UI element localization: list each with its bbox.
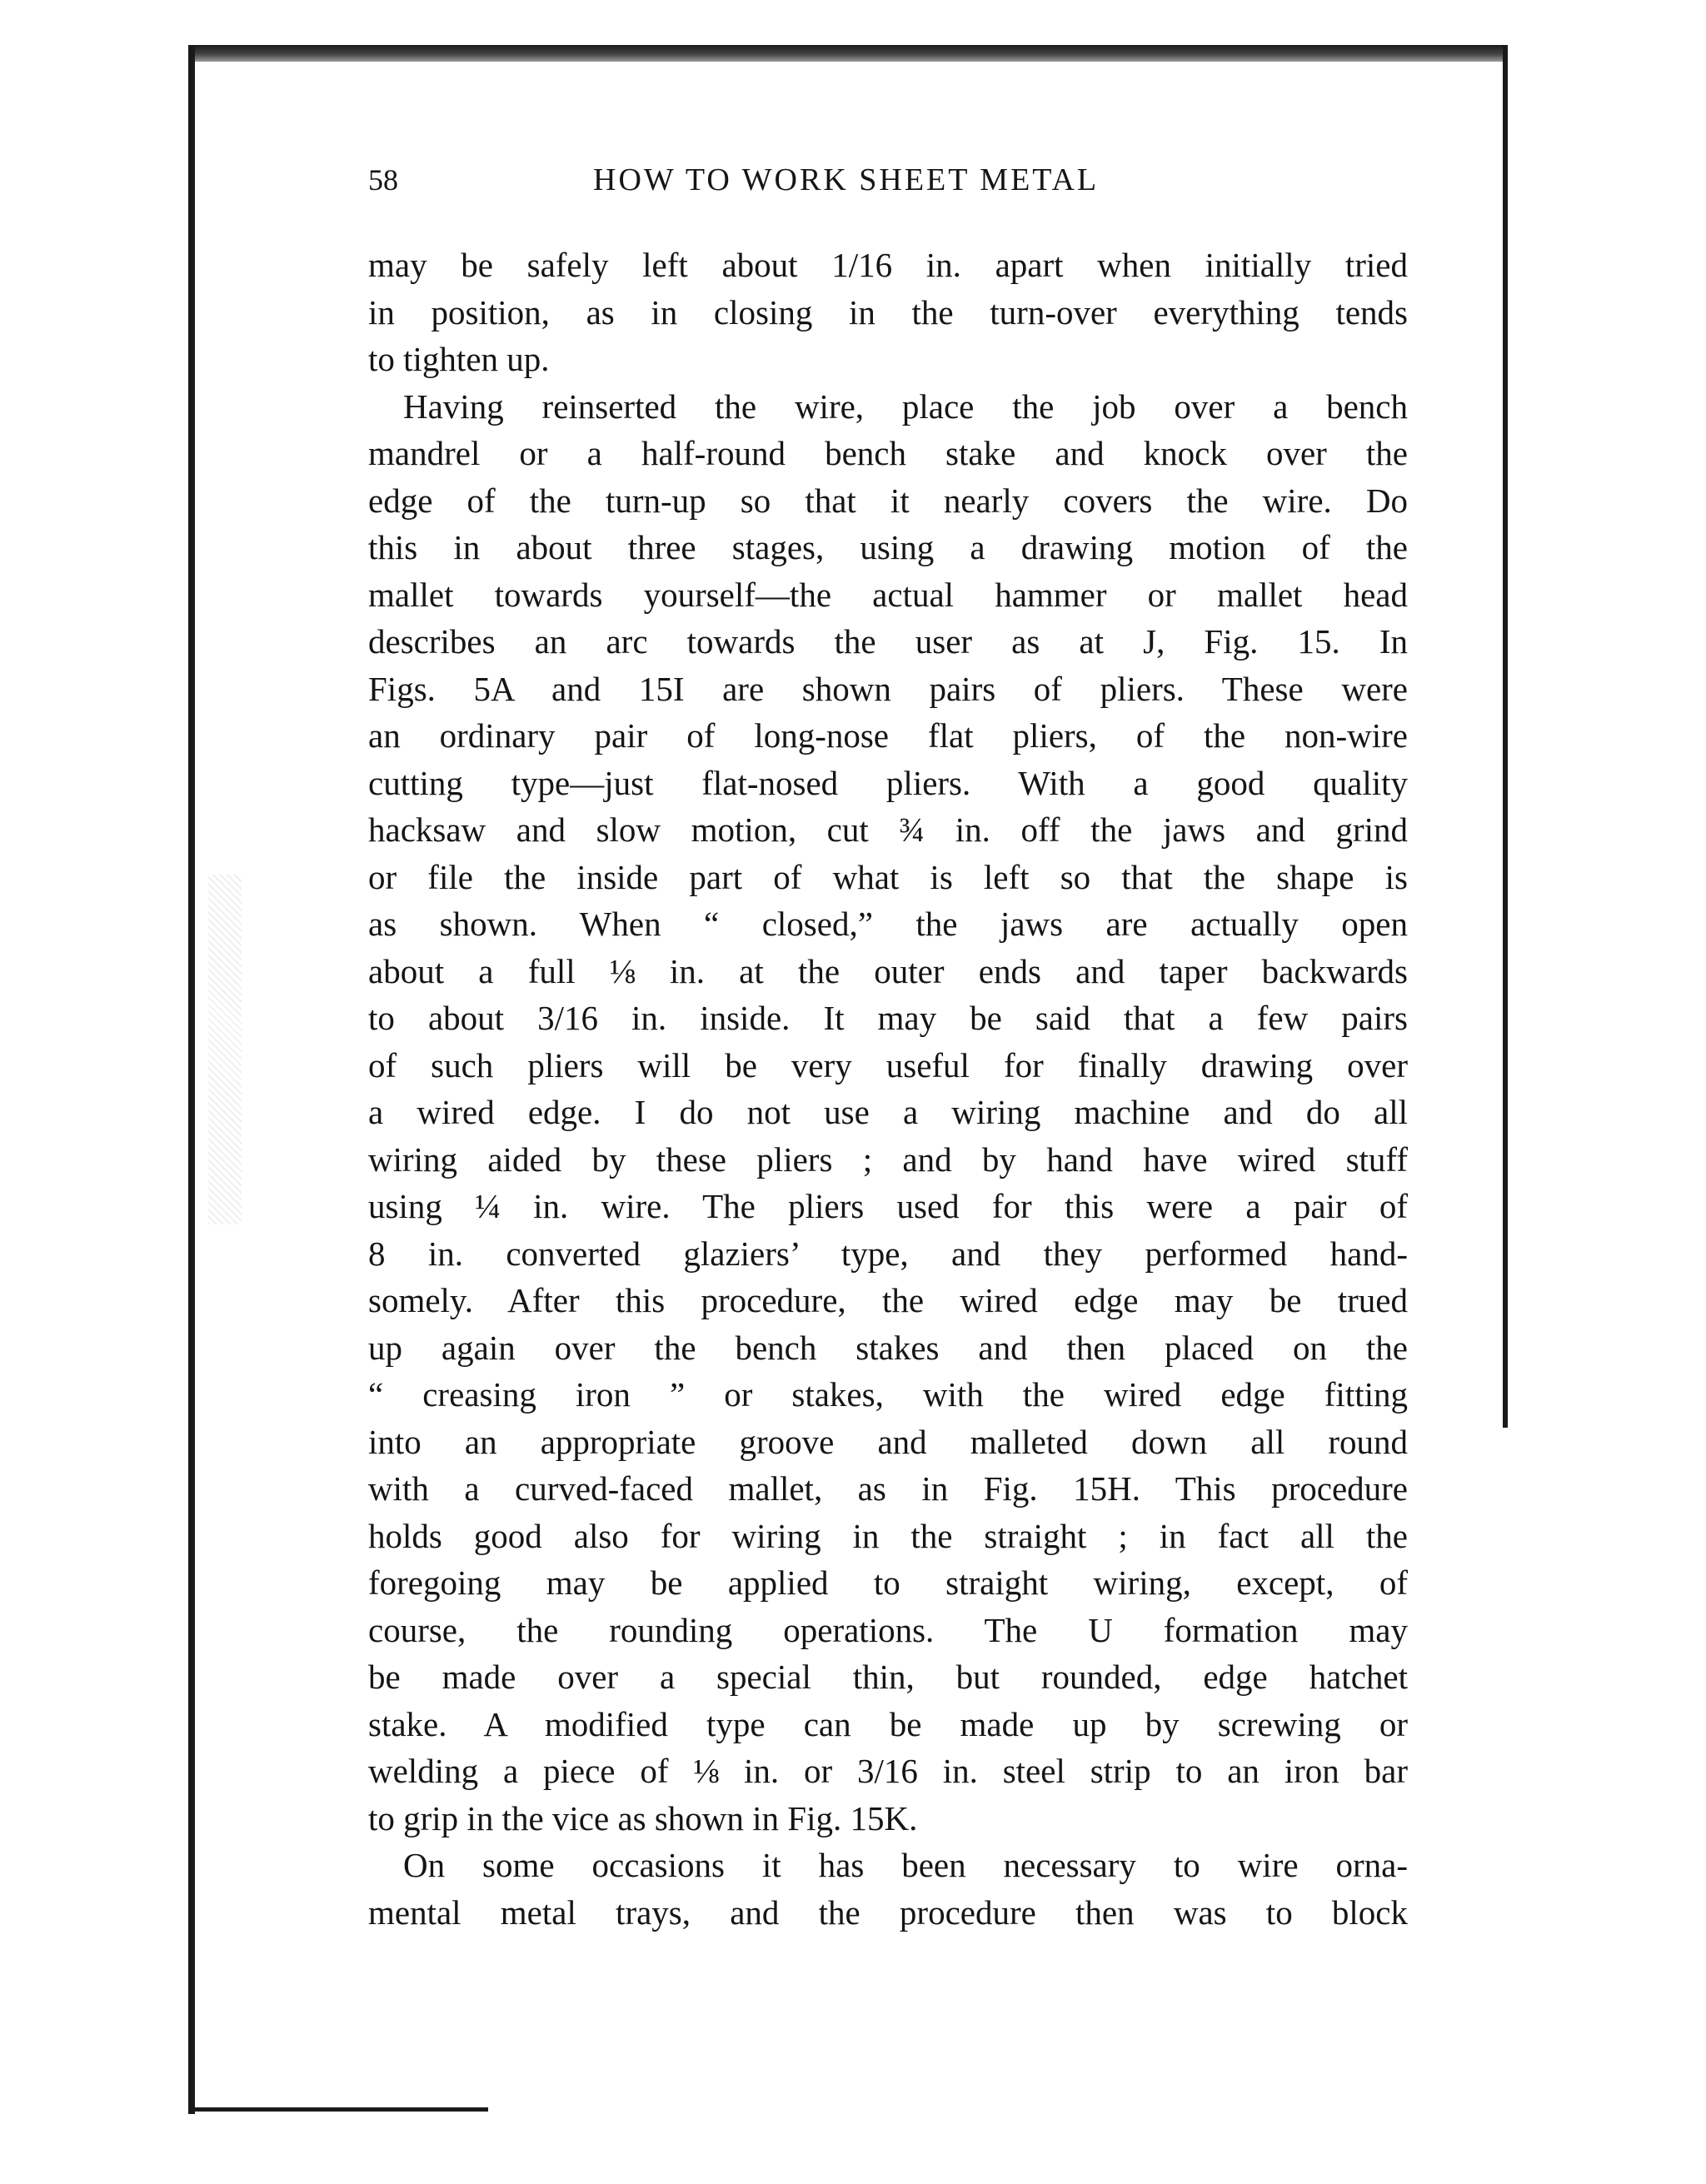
text-line: using ¼ in. wire. The pliers used for this were a pair of <box>368 1187 1408 1225</box>
text-line: or file the inside part of what is left so that the shape is <box>368 857 1408 896</box>
text-line: an ordinary pair of long-nose flat pliers, of the non-wire <box>368 716 1408 755</box>
running-title: HOW TO WORK SHEET METAL <box>593 162 1100 197</box>
text-line: this in about three stages, using a drawing motion of the <box>368 528 1408 566</box>
text-line: to about 3/16 in. inside. It may be said that a few pairs <box>368 999 1408 1037</box>
text-line: edge of the turn-up so that it nearly covers the wire. Do <box>368 481 1408 520</box>
text-line: a wired edge. I do not use a wiring machine and do all <box>368 1093 1408 1131</box>
scan-border-bottom <box>188 2107 488 2112</box>
scan-border-left <box>188 45 195 2114</box>
running-head <box>368 157 1201 203</box>
text-line: 8 in. converted glaziers’ type, and they performed hand- <box>368 1234 1408 1273</box>
text-line: mental metal trays, and the procedure then was to block <box>368 1892 1408 1932</box>
text-line: foregoing may be applied to straight wiring, except, of <box>368 1563 1408 1602</box>
text-line: be made over a special thin, but rounded, edge hatchet <box>368 1658 1408 1696</box>
text-line: mallet towards yourself—the actual hammer or mallet head <box>368 575 1408 614</box>
text-line: Having reinserted the wire, place the job over a bench <box>403 386 1408 426</box>
text-line: with a curved-faced mallet, as in Fig. 15H. This procedure <box>368 1469 1408 1508</box>
margin-speckle <box>208 875 242 1224</box>
text-line: wiring aided by these pliers ; and by hand have wired stuff <box>368 1139 1408 1179</box>
text-line: stake. A modified type can be made up by screwing or <box>368 1704 1408 1743</box>
text-line: holds good also for wiring in the straight ; in fact all the <box>368 1516 1408 1555</box>
body-text <box>368 242 1408 1936</box>
text-line: as shown. When “ closed,” the jaws are actually open <box>368 905 1408 943</box>
text-line: to tighten up. <box>368 340 550 378</box>
text-line: hacksaw and slow motion, cut ¾ in. off the jaws and grind <box>368 810 1408 849</box>
scan-border-top <box>188 45 1508 62</box>
text-line: into an appropriate groove and malleted down all round <box>368 1422 1408 1461</box>
text-line: to grip in the vice as shown in Fig. 15K. <box>368 1798 918 1837</box>
text-line: course, the rounding operations. The U formation may <box>368 1610 1408 1649</box>
text-line: Figs. 5A and 15I are shown pairs of pliers. These were <box>368 669 1408 708</box>
text-line: in position, as in closing in the turn-over everything tends <box>368 292 1408 332</box>
text-line: welding a piece of ⅛ in. or 3/16 in. steel strip to an iron bar <box>368 1752 1408 1790</box>
text-line: up again over the bench stakes and then placed on the <box>368 1328 1408 1367</box>
text-line: cutting type—just flat-nosed pliers. With a good quality <box>368 763 1408 802</box>
text-line: “ creasing iron ” or stakes, with the wired edge fitting <box>368 1375 1408 1414</box>
scan-border-right <box>1503 45 1508 1428</box>
text-line: may be safely left about 1/16 in. apart when initially tried <box>368 246 1408 284</box>
text-line: of such pliers will be very useful for finally drawing over <box>368 1045 1408 1085</box>
text-line: mandrel or a half-round bench stake and knock over the <box>368 434 1408 472</box>
text-line: describes an arc towards the user as at J, Fig. 15. In <box>368 622 1408 661</box>
text-line: somely. After this procedure, the wired edge may be trued <box>368 1281 1408 1319</box>
text-line: about a full ⅛ in. at the outer ends and taper backwards <box>368 951 1408 990</box>
page-number: 58 <box>368 163 398 197</box>
text-line: On some occasions it has been necessary to wire orna- <box>403 1846 1408 1884</box>
